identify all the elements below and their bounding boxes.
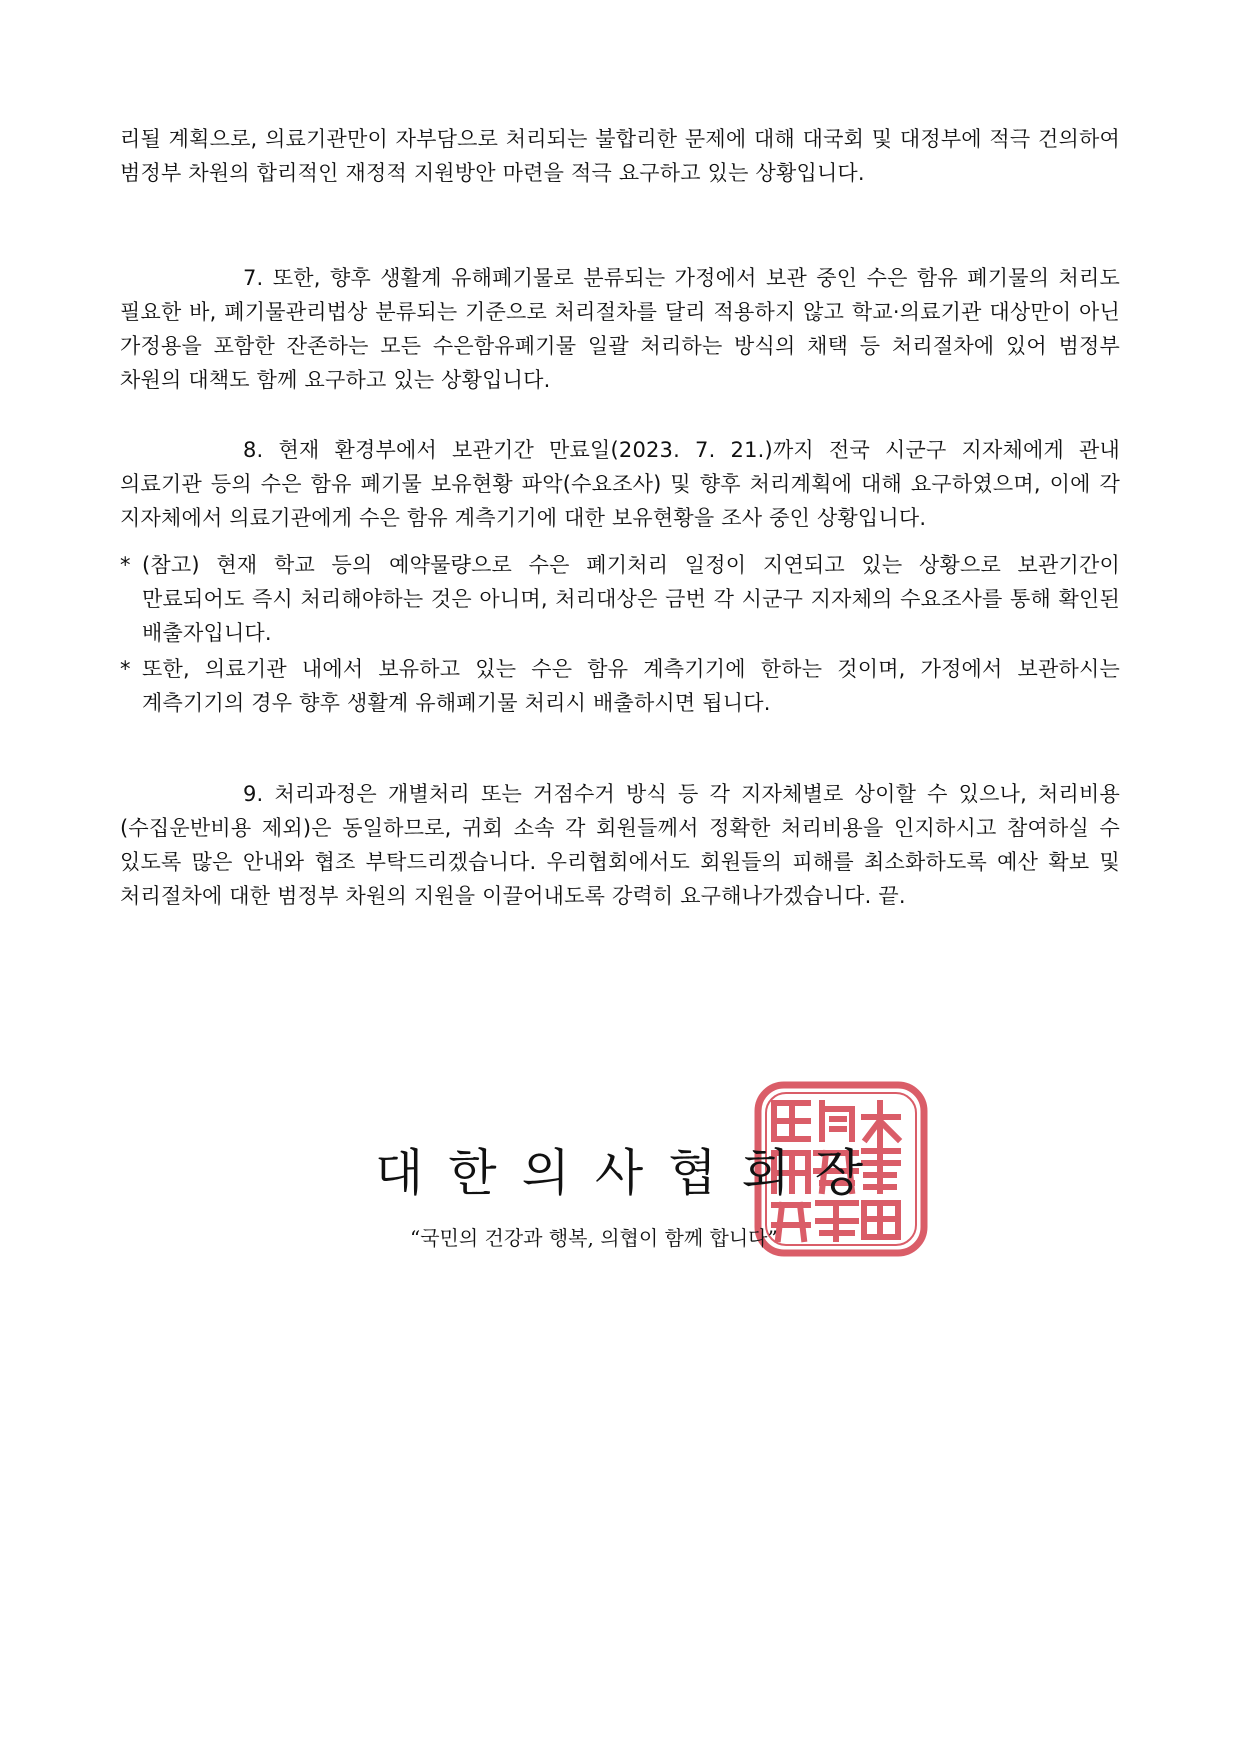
note-text: 또한, 의료기관 내에서 보유하고 있는 수은 함유 계측기기에 한하는 것이며, 가정에서 보관하시는 계측기기의 경우 향후 생활계 유해폐기물 처리시 배출하시면 됩니다. [142, 657, 1120, 715]
paragraph-9: 9. 처리과정은 개별처리 또는 거점수거 방식 등 각 지자체별로 상이할 수 있으나, 처리비용(수집운반비용 제외)은 동일하므로, 귀회 소속 각 회원들께서 정확한 처리비용을 인지하시고 참여하실 수 있도록 많은 안내와 협조 부탁드리겠습니다. 우리협회에서도 회원들의 피해를 최소화하도록 예산 확보 및 처리절차에 대한 범정부 차원의 지원을 이끌어내도록 강력히 요구해나가겠습니다. 끝. [120, 782, 1120, 908]
reference-note-1 [120, 548, 1120, 650]
paragraph-continuation: 리될 계획으로, 의료기관만이 자부담으로 처리되는 불합리한 문제에 대해 대국회 및 대정부에 적극 건의하여 범정부 차원의 합리적인 재정적 지원방안 마련을 적극 요구하고 있는 상황입니다. [120, 127, 1120, 185]
sender-signature: 대한의사협회장 [375, 1144, 889, 1202]
reference-note-2 [120, 652, 1120, 720]
note-asterisk: * [120, 553, 131, 577]
note-text: (참고) 현재 학교 등의 예약물량으로 수은 폐기처리 일정이 지연되고 있는 상황으로 보관기간이 만료되어도 즉시 처리해야하는 것은 아니며, 처리대상은 금번 각 시군구 지자체의 수요조사를 통해 확인된 배출자입니다. [142, 553, 1120, 645]
paragraph-8: 8. 현재 환경부에서 보관기간 만료일(2023. 7. 21.)까지 전국 시군구 지자체에게 관내 의료기관 등의 수은 함유 폐기물 보유현황 파악(수요조사) 및 향후 처리계획에 대해 요구하였으며, 이에 각 지자체에서 의료기관에게 수은 함유 계측기기에 대한 보유현황을 조사 중인 상황입니다. [120, 438, 1120, 530]
slogan: “국민의 건강과 행복, 의협이 함께 합니다” [410, 1226, 778, 1250]
paragraph-7: 7. 또한, 향후 생활계 유해폐기물로 분류되는 가정에서 보관 중인 수은 함유 폐기물의 처리도 필요한 바, 폐기물관리법상 분류되는 기준으로 처리절차를 달리 적용하지 않고 학교·의료기관 대상만이 아닌 가정용을 포함한 잔존하는 모든 수은함유폐기물 일괄 처리하는 방식의 채택 등 처리절차에 있어 범정부 차원의 대책도 함께 요구하고 있는 상황입니다. [120, 266, 1120, 392]
note-asterisk: * [120, 657, 131, 681]
